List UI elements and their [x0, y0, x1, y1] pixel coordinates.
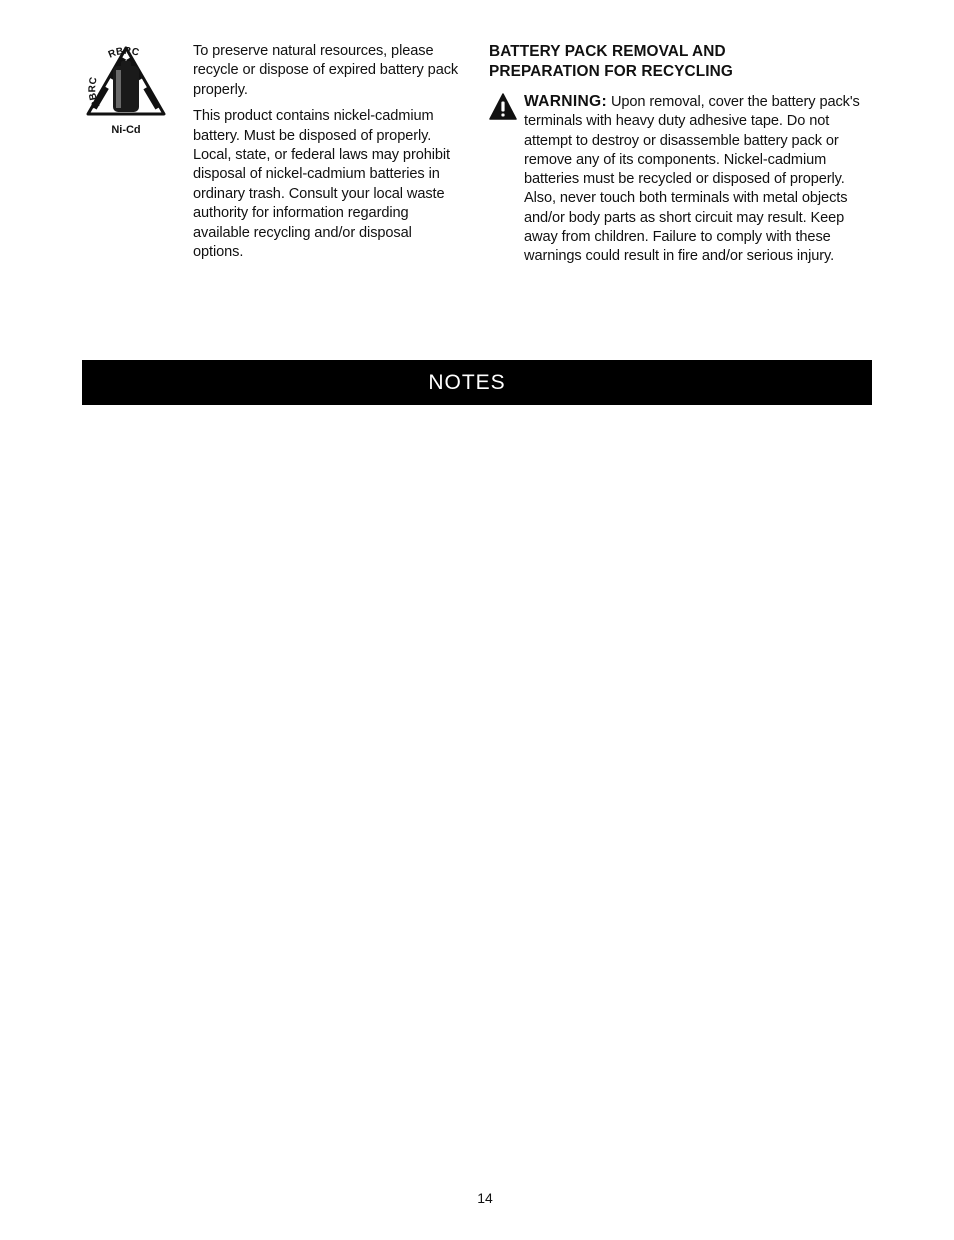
recycling-paragraph-2: This product contains nickel-cadmium battery. Must be disposed of properly. Local, state, or federal laws may prohibit disposal of nickel-cadmium batteries in ordinary trash. Consult your local waste authority for information regarding available recycling and/or disposal options.: [193, 108, 450, 261]
rbrc-recycling-seal-icon: [80, 44, 172, 136]
warning-block: [489, 92, 874, 267]
battery-removal-section: [489, 42, 874, 267]
recycling-info: [193, 42, 465, 269]
section-heading: [489, 42, 874, 82]
seal-nicd-label: Ni-Cd: [111, 124, 141, 136]
notes-title: NOTES: [428, 370, 506, 394]
notes-banner: [82, 360, 872, 405]
seal-top-text: RBRC: [106, 45, 141, 61]
page-number: 14: [477, 1190, 493, 1206]
recycling-paragraph-1: To preserve natural resources, please recycle or dispose of expired battery pack properly.: [193, 43, 459, 98]
warning-text: Upon removal, cover the battery pack's terminals with heavy duty adhesive tape. Do not attempt to destroy or disassemble battery pack or remove any of its components. Nickel-cadmium batteries must be recycled or disposed of properly. Also, never touch both terminals with metal objects and/or body parts as short circuit may result. Keep away from children. Failure to comply with these warnings could result in fire and/or serious injury.: [524, 94, 860, 265]
warning-label: WARNING:: [524, 93, 607, 110]
section-heading-line-1: BATTERY PACK REMOVAL AND: [489, 43, 726, 60]
warning-triangle-icon: [489, 93, 517, 121]
section-heading-line-2: PREPARATION FOR RECYCLING: [489, 63, 733, 80]
seal-left-text: RBRC: [87, 76, 103, 110]
